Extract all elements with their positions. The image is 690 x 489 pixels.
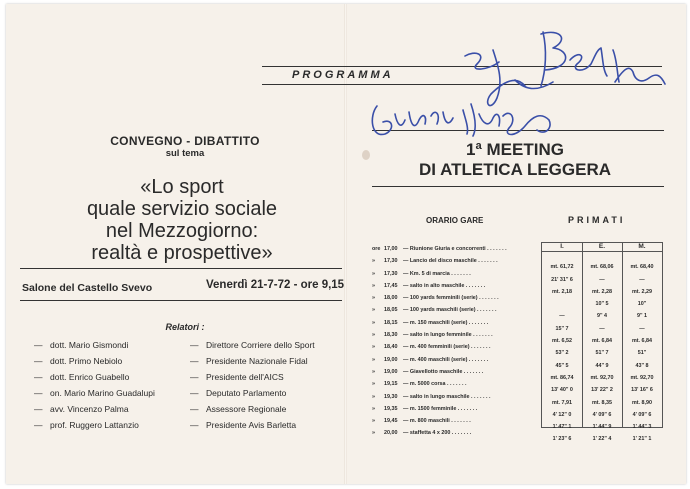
event-row bbox=[372, 258, 540, 270]
event-name: salto in alto maschile bbox=[409, 282, 465, 289]
event-dash: — bbox=[403, 368, 410, 375]
record-value: 1' 23" 6 bbox=[552, 436, 572, 443]
orario-header: ORARIO GARE bbox=[426, 216, 484, 225]
event-time: 17,30 bbox=[384, 258, 398, 265]
event-name: Giavellotto maschile bbox=[409, 368, 463, 375]
event-row bbox=[372, 369, 540, 381]
theme-line: «Lo sport bbox=[140, 176, 224, 198]
record-row bbox=[542, 301, 662, 313]
event-row bbox=[372, 283, 540, 295]
record-value: — bbox=[599, 276, 605, 283]
event-dots: . . . . . . . bbox=[462, 368, 484, 375]
event-time: 18,30 bbox=[384, 332, 398, 339]
event-dash: — bbox=[403, 307, 410, 314]
record-value: 13' 16" 6 bbox=[631, 387, 653, 394]
speaker-role: — Assessore Regionale bbox=[190, 404, 287, 414]
record-value: 9" 4 bbox=[596, 313, 608, 320]
record-value: mt. 92,70 bbox=[590, 374, 614, 381]
record-value: mt. 68,06 bbox=[590, 264, 614, 271]
event-name: Riunione Giuria e concorrenti bbox=[409, 246, 486, 252]
event-dots: . . . . . . . bbox=[445, 381, 467, 388]
event-prefix: » bbox=[372, 344, 375, 351]
record-value: — bbox=[639, 325, 645, 332]
record-value: 51" bbox=[637, 350, 647, 357]
record-row bbox=[542, 412, 662, 424]
record-row bbox=[542, 326, 662, 338]
record-row bbox=[542, 387, 662, 399]
divider bbox=[20, 300, 342, 301]
convegno-subtitle: sul tema bbox=[165, 148, 205, 159]
record-value: mt. 7,91 bbox=[551, 399, 573, 406]
speaker-role: — Presidente dell'AICS bbox=[190, 372, 284, 382]
record-row bbox=[542, 375, 662, 387]
record-value: 10" bbox=[637, 301, 647, 308]
event-row bbox=[372, 394, 540, 406]
record-value: 4' 09" 6 bbox=[592, 411, 612, 418]
event-name: 100 yards maschili (serie) bbox=[409, 307, 476, 314]
event-dots: . . . . . . . bbox=[476, 258, 498, 265]
records-col-italia: I. bbox=[560, 243, 564, 250]
event-time: 17,00 bbox=[384, 246, 398, 252]
convegno-date: Venerdì 21-7-72 - ore 9,15 bbox=[206, 279, 345, 291]
event-time: 18,00 bbox=[384, 295, 398, 302]
event-name: salto in lungo maschile bbox=[409, 393, 470, 400]
speaker-name: — prof. Ruggero Lattanzio bbox=[34, 420, 139, 430]
record-value: 44" 9 bbox=[595, 362, 609, 369]
record-value: mt. 6,52 bbox=[551, 338, 573, 345]
record-value: 15" 7 bbox=[555, 325, 569, 332]
programma-label: PROGRAMMA bbox=[292, 69, 394, 81]
event-time: 18,15 bbox=[384, 319, 398, 326]
event-dash: — bbox=[403, 344, 410, 351]
speaker-role: — Presidente Nazionale Fidal bbox=[190, 356, 308, 366]
record-value: 45" 5 bbox=[555, 362, 569, 369]
record-value: 4' 12" 0 bbox=[552, 411, 572, 418]
event-prefix: » bbox=[372, 319, 375, 326]
records-table bbox=[541, 242, 663, 443]
event-name: m. 5000 corsa bbox=[409, 381, 446, 388]
event-prefix: » bbox=[372, 295, 375, 302]
speaker-name: — dott. Primo Nebiolo bbox=[34, 356, 123, 366]
event-time: 17,30 bbox=[384, 270, 398, 277]
event-name: m. 150 maschili (serie) bbox=[409, 319, 468, 326]
event-name: staffetta 4 x 200 bbox=[409, 430, 451, 437]
record-value: 13' 22" 2 bbox=[591, 387, 613, 394]
event-prefix: » bbox=[372, 356, 375, 363]
meeting-title-line: DI ATLETICA LEGGERA bbox=[418, 160, 612, 179]
event-name: salto in lungo femminile bbox=[409, 332, 472, 339]
record-row bbox=[542, 424, 662, 436]
event-dash: — bbox=[403, 381, 410, 388]
event-prefix: » bbox=[372, 282, 375, 289]
event-prefix: » bbox=[372, 368, 375, 375]
record-value: 21' 31" 6 bbox=[551, 276, 573, 283]
event-name: m. 800 maschili bbox=[409, 418, 450, 425]
event-dots: . . . . . . . bbox=[467, 319, 489, 326]
event-row bbox=[372, 418, 540, 430]
record-value: — bbox=[559, 313, 565, 320]
event-dash: — bbox=[403, 246, 410, 252]
record-value: mt. 61,72 bbox=[550, 264, 574, 271]
record-row bbox=[542, 350, 662, 362]
event-time: 20,00 bbox=[384, 430, 398, 437]
record-row bbox=[542, 252, 662, 264]
event-time: 18,40 bbox=[384, 344, 398, 351]
speaker-name: — dott. Enrico Guabello bbox=[34, 372, 130, 382]
record-value: mt. 92,70 bbox=[630, 374, 654, 381]
event-row bbox=[372, 332, 540, 344]
event-row bbox=[372, 320, 540, 332]
event-name: m. 400 maschili (serie) bbox=[409, 356, 468, 363]
record-value: mt. 6,84 bbox=[591, 338, 613, 345]
event-dots: . . . . . . . bbox=[456, 405, 478, 412]
record-row bbox=[542, 289, 662, 301]
record-value: mt. 8,35 bbox=[591, 399, 613, 406]
event-dots: . . . . . . . bbox=[464, 282, 486, 289]
event-time: 19,30 bbox=[384, 393, 398, 400]
records-col-europa: E. bbox=[598, 243, 606, 250]
record-value: 9" 1 bbox=[636, 313, 648, 320]
event-time: 19,45 bbox=[384, 418, 398, 425]
event-dots: . . . . . . . bbox=[449, 418, 471, 425]
record-value: 43" 8 bbox=[635, 362, 649, 369]
event-prefix: » bbox=[372, 258, 375, 265]
event-dots: . . . . . . . bbox=[469, 393, 491, 400]
event-row bbox=[372, 246, 540, 258]
record-value: 51" 7 bbox=[595, 350, 609, 357]
theme-line: nel Mezzogiorno: bbox=[105, 220, 259, 242]
record-value: mt. 2,29 bbox=[631, 288, 653, 295]
speaker-name: — dott. Mario Gismondi bbox=[34, 340, 129, 350]
record-row bbox=[542, 400, 662, 412]
record-value: — bbox=[639, 276, 645, 283]
convegno-place: Salone del Castello Svevo bbox=[22, 282, 153, 294]
record-value: mt. 2,18 bbox=[551, 288, 573, 295]
speaker-role: — Direttore Corriere dello Sport bbox=[190, 340, 315, 350]
speaker-role: — Presidente Avis Barletta bbox=[190, 420, 297, 430]
handwritten-signatures bbox=[365, 20, 685, 160]
record-value: 4' 09" 6 bbox=[632, 411, 652, 418]
convegno-theme bbox=[22, 176, 342, 264]
record-value: 10" 5 bbox=[595, 301, 609, 308]
event-dash: — bbox=[403, 356, 410, 363]
record-row bbox=[542, 363, 662, 375]
relatori-label: Relatori : bbox=[165, 322, 205, 332]
event-time: 19,35 bbox=[384, 405, 398, 412]
event-prefix: » bbox=[372, 270, 375, 277]
event-dash: — bbox=[403, 418, 410, 425]
event-row bbox=[372, 344, 540, 356]
event-dash: — bbox=[403, 282, 410, 289]
divider bbox=[372, 186, 664, 187]
primati-header: PRIMATI bbox=[568, 215, 626, 225]
event-dots: . . . . . . . bbox=[467, 356, 489, 363]
event-time: 19,00 bbox=[384, 368, 398, 375]
record-row bbox=[542, 277, 662, 289]
event-dash: — bbox=[403, 393, 410, 400]
record-row bbox=[542, 313, 662, 325]
record-row bbox=[542, 436, 662, 448]
event-name: Lancio del disco maschile bbox=[409, 258, 477, 265]
record-row bbox=[542, 264, 662, 276]
event-time: 19,00 bbox=[384, 356, 398, 363]
event-dots: . . . . . . . bbox=[485, 246, 507, 252]
record-value: mt. 68,40 bbox=[630, 264, 654, 271]
event-row bbox=[372, 271, 540, 283]
event-row bbox=[372, 307, 540, 319]
event-row bbox=[372, 381, 540, 393]
record-value: mt. 6,84 bbox=[631, 338, 653, 345]
convegno-title: CONVEGNO - DIBATTITO bbox=[110, 134, 260, 148]
meeting-title-line: 1ª MEETING bbox=[466, 140, 564, 159]
event-name: 100 yards femminili (serie) bbox=[409, 295, 478, 302]
event-row bbox=[372, 357, 540, 369]
event-dash: — bbox=[403, 405, 410, 412]
event-time: 19,15 bbox=[384, 381, 398, 388]
event-name: Km. 5 di marcia bbox=[409, 270, 450, 277]
speaker-name: — on. Mario Marino Guadalupi bbox=[34, 388, 155, 398]
event-dots: . . . . . . . bbox=[475, 307, 497, 314]
event-row bbox=[372, 430, 540, 442]
event-name: m. 400 femminili (serie) bbox=[409, 344, 470, 351]
record-value: 13' 40" 0 bbox=[551, 387, 573, 394]
event-time: 17,45 bbox=[384, 282, 398, 289]
event-row bbox=[372, 295, 540, 307]
record-value: mt. 86,74 bbox=[550, 374, 574, 381]
event-dots: . . . . . . . bbox=[450, 430, 472, 437]
record-row bbox=[542, 338, 662, 350]
record-value: 1' 47" 1 bbox=[552, 424, 572, 431]
event-dots: . . . . . . . bbox=[471, 332, 493, 339]
theme-line: realtà e prospettive» bbox=[91, 242, 273, 264]
event-prefix: » bbox=[372, 332, 375, 339]
speaker-role: — Deputato Parlamento bbox=[190, 388, 287, 398]
event-dash: — bbox=[403, 332, 410, 339]
event-name: m. 1500 femminile bbox=[409, 405, 457, 412]
theme-line: quale servizio sociale bbox=[86, 198, 278, 220]
event-prefix: » bbox=[372, 393, 375, 400]
event-dash: — bbox=[403, 270, 410, 277]
speaker-name: — avv. Vincenzo Palma bbox=[34, 404, 129, 414]
record-value: 1' 44" 3 bbox=[632, 424, 652, 431]
event-dash: — bbox=[403, 295, 410, 302]
records-header bbox=[542, 243, 662, 252]
event-prefix: » bbox=[372, 405, 375, 412]
event-dots: . . . . . . . bbox=[449, 270, 471, 277]
event-prefix: » bbox=[372, 430, 375, 437]
records-col-mondo: M. bbox=[638, 243, 646, 250]
event-dash: — bbox=[403, 258, 410, 265]
record-value: 1' 44" 9 bbox=[592, 424, 612, 431]
event-dots: . . . . . . . bbox=[469, 344, 491, 351]
events-list bbox=[372, 246, 540, 443]
event-dash: — bbox=[403, 430, 410, 437]
event-time: 18,05 bbox=[384, 307, 398, 314]
record-value: 53" 2 bbox=[555, 350, 569, 357]
record-value: 1' 22" 4 bbox=[592, 436, 612, 443]
event-dots: . . . . . . . bbox=[477, 295, 499, 302]
record-value: 1' 21" 1 bbox=[632, 436, 652, 443]
records-rows bbox=[542, 252, 662, 449]
event-dash: — bbox=[403, 319, 410, 326]
event-prefix: » bbox=[372, 418, 375, 425]
event-row bbox=[372, 406, 540, 418]
record-value: mt. 2,28 bbox=[591, 288, 613, 295]
record-value: mt. 8,90 bbox=[631, 399, 653, 406]
event-prefix: » bbox=[372, 381, 375, 388]
divider bbox=[20, 268, 342, 269]
event-prefix: » bbox=[372, 307, 375, 314]
event-prefix: ore bbox=[372, 246, 381, 252]
record-value: — bbox=[599, 325, 605, 332]
